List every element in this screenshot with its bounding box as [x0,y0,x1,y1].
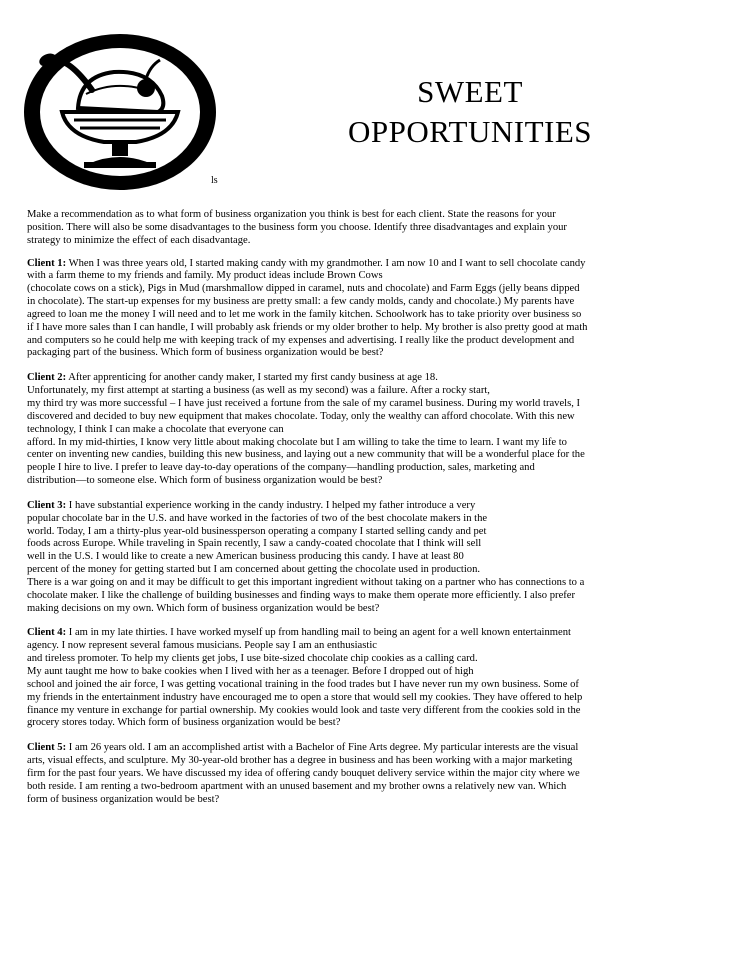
text-line: with a farm theme to my friends and family. My product ideas include Brown Cows [27,270,383,282]
text-line: I am in my late thirties. I have worked myself up from handling mail to being an agent for a well known entertainment [68,627,571,639]
text-line: I am 26 years old. I am an accomplished artist with a Bachelor of Fine Arts degree. My particular interests are the visual [68,742,579,754]
instructions-paragraph [27,209,727,248]
client-1-paragraph [27,258,727,361]
text-line: agency. I now represent several famous musicians. People say I am an enthusiastic [27,640,377,652]
text-line: if I have more sales than I can handle, I will probably ask friends or my older brother to help. My brother is also pretty good at math [27,321,588,333]
client-label: Client 5: [27,742,67,754]
text-line: Make a recommendation as to what form of business organization you think is best for each client. State the reasons for your [27,209,556,220]
client-5-paragraph [27,742,727,806]
text-line: people I hire to live. I prefer to leave day-to-day operations of the company—handling production, sales, marketing and [27,462,535,474]
text-line: When I was three years old, I started making candy with my grandmother. I am now 10 and I want to sell chocolate candy [68,257,586,269]
text-line: distribution—to someone else. Which form of business organization would be best? [27,475,383,487]
logo-mark-text: ls [211,175,218,186]
text-line: center on inventing new candies, building this new business, and laying out a new community that will be a wonderful place for the [27,449,585,461]
text-line: school and joined the air force, I was getting vocational training in the food trades but I have never run my own business. Some of [27,678,579,690]
text-line: my third try was more successful – I have just received a fortune from the sale of my caramel business. During my world travels, I [27,397,581,409]
text-line: my friends in the entertainment industry have encouraged me to open a store that would sell my cookies. They have offered to help [27,691,583,703]
text-line: (chocolate cows on a stick), Pigs in Mud (marshmallow dipped in caramel, nuts and chocolate) and Farm Eggs (jelly beans dipped [27,283,580,295]
title-line: SWEET [417,74,523,109]
client-4-paragraph [27,627,727,730]
text-line: I have substantial experience working in the candy industry. I helped my father introduce a very [68,499,476,511]
text-line: and tireless promoter. To help my clients get jobs, I use bite-sized chocolate chip cookies as a calling card. [27,653,478,665]
text-line: well in the U.S. I would like to create a new American business producing this candy. I have at least 80 [27,551,464,563]
text-line: both reside. I am renting a two-bedroom apartment with an unused basement and my brother owns a relatively new van. Which [27,780,567,792]
text-line: world. Today, I am a thirty-plus year-old businessperson operating a company I started selling candy and pet [27,525,487,537]
text-line: firm for the past four years. We have discussed my idea of offering candy bouquet delivery service within the major city where we [27,767,580,779]
text-line: There is a war going on and it may be difficult to get this important ingredient without taking on a partner who has connections to a [27,576,585,588]
page-title [300,72,640,152]
text-line: and computers so he could help me with keeping track of my expenses and advertising. I really like the product development and [27,334,575,346]
text-line: percent of the money for getting started but I am concerned about getting the chocolate used in production. [27,564,481,576]
text-line: chocolate maker. I like the challenge of building businesses and finding ways to make them operate more efficiently. I also prefer [27,589,576,601]
client-label: Client 2: [27,372,67,384]
text-line: My aunt taught me how to bake cookies when I lived with her as a teenager. Before I dropped out of high [27,666,474,677]
title-line: OPPORTUNITIES [347,114,593,149]
text-line: position. There will also be some disadvantages to the business form you choose. Identify three disadvantages and explain your [27,221,567,233]
sundae-logo-icon [22,32,222,192]
text-line: agreed to loan me the money I will need and to let me work in the family kitchen. Schoolwork has to take priority over business so [27,308,582,320]
text-line: foods across Europe. While traveling in Spain recently, I saw a candy-coated chocolate that I think will sell [27,538,482,550]
text-line: in chocolate). The start-up expenses for my business are pretty small: a few candy molds, candy and chocolate.) My parents have [27,296,575,308]
text-line: grocery stores today. Which form of business organization would be best? [27,717,341,729]
text-line: making decisions on my own. Which form of business organization would be best? [27,602,380,614]
client-label: Client 3: [27,499,67,511]
text-line: afford. In my mid-thirties, I know very little about making chocolate but I am willing to take the time to learn. I want my life to [27,436,567,448]
text-line: discovered and decided to buy new equipment that makes chocolate. Today, only the wealthy can afford chocolate. With this new [27,410,575,422]
text-line: popular chocolate bar in the U.S. and have worked in the factories of two of the best chocolate makers in the [27,512,488,524]
document-body [27,209,727,818]
text-line: form of business organization would be best? [27,793,220,805]
text-line: technology, I think I can make a chocolate that everyone can [27,423,284,435]
text-line: Unfortunately, my first attempt at starting a business (as well as my second) was a failure. After a rocky start, [27,385,490,397]
client-2-paragraph [27,372,727,488]
client-3-paragraph [27,500,727,616]
text-line: After apprenticing for another candy maker, I started my first candy business at age 18. [68,372,438,384]
text-line: finance my venture in exchange for partial ownership. My cookies would look and taste very different from the cookies sold in the [27,704,581,716]
text-line: packaging part of the business. Which form of business organization would be best? [27,347,384,359]
text-line: strategy to minimize the effect of each disadvantage. [27,234,251,246]
client-label: Client 4: [27,627,67,639]
client-label: Client 1: [27,257,67,269]
text-line: arts, visual effects, and sculpture. My 30-year-old brother has a degree in business and has been working with a major marketing [27,755,573,767]
